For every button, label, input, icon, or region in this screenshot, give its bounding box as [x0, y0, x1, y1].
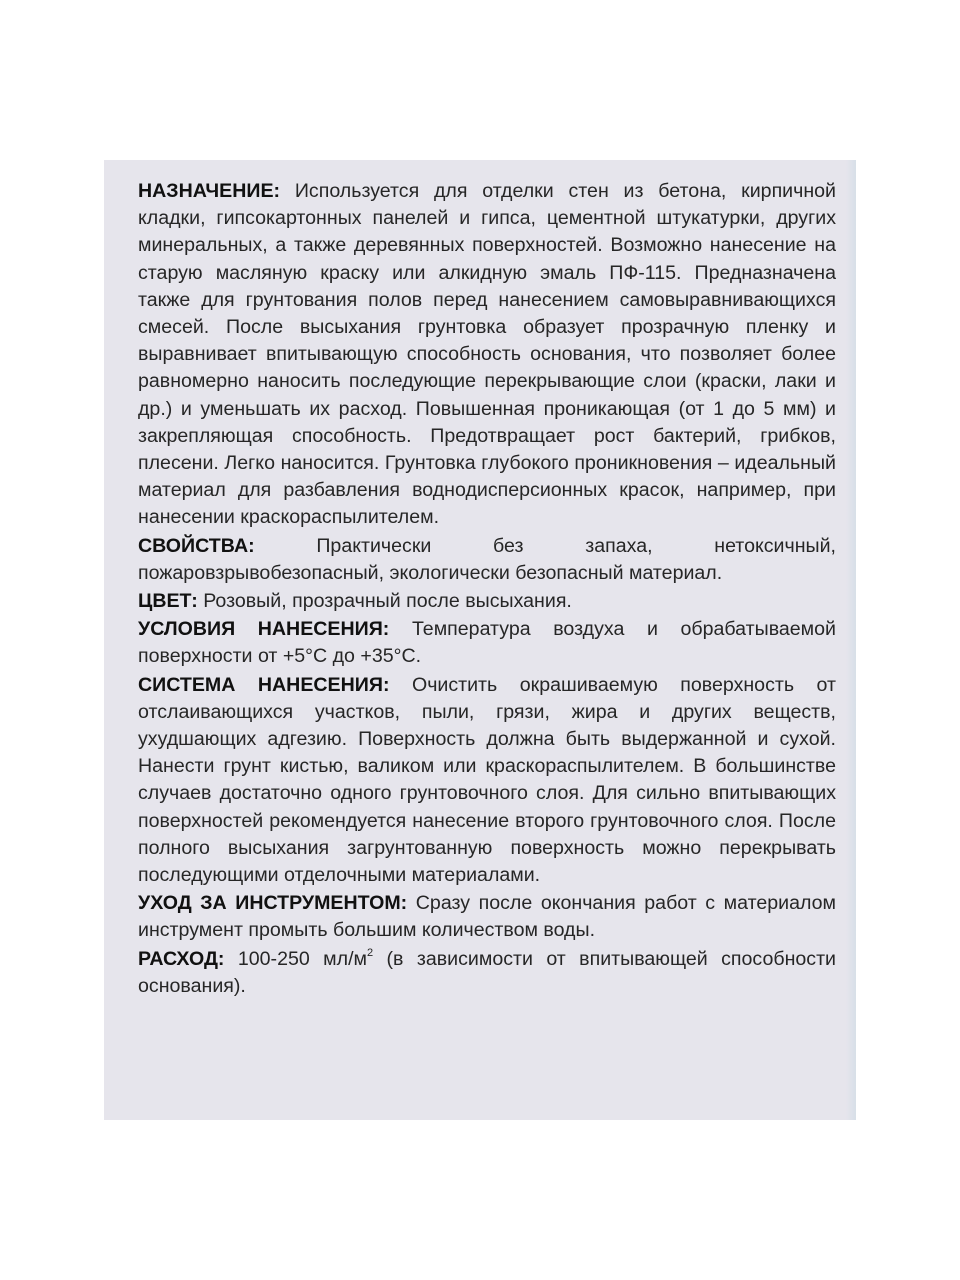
section-heading-tool-care: УХОД ЗА ИНСТРУМЕНТОМ: [138, 892, 408, 915]
section-properties [138, 533, 836, 587]
section-purpose [138, 178, 836, 532]
section-text-purpose: Используется для отделки стен из бетона, кирпичной кладки, гипсокартонных панелей и гипса, цементной штукатурки, других минеральных, а также деревянных поверхностей. Возможно нанесение на старую масляную краску или алкидную эмаль ПФ-115. Предназначена также для грунтования полов перед нанесением самовыравнивающихся смесей. После высыхания грунтовка образует прозрачную пленку и выравнивает впитывающую способность основания, что позволяет более равномерно наносить последующие перекрывающие слои (краски, лаки и др.) и уменьшать их расход. Повышенная проникающая (от 1 до 5 мм) и закрепляющая способность. Предотвращает рост бактерий, грибков, плесени. Легко наносится. Грунтовка глубокого проникновения – идеальный материал для разбавления воднодисперсионных красок, например, при нанесении краскораспылителем. [138, 180, 836, 529]
section-heading-consumption: РАСХОД: [138, 947, 225, 970]
section-text-consumption: (в зависимости от впитывающей способности основания). [138, 947, 836, 997]
section-application-conditions [138, 616, 836, 670]
section-heading-application-system: СИСТЕМА НАНЕСЕНИЯ: [138, 673, 390, 696]
section-tool-care [138, 890, 836, 944]
section-heading-application-conditions: УСЛОВИЯ НАНЕСЕНИЯ: [138, 618, 390, 641]
section-text-consumption-amount: 100-250 мл/м [224, 947, 367, 970]
section-text-application-system: Очистить окрашиваемую поверхность от отслаивающихся участков, пыли, грязи, жира и других веществ, ухудшающих адгезию. Поверхность должна быть выдержанной и сухой. Нанести грунт кистью, валиком или краскораспылителем. В большинстве случаев достаточно одного грунтовочного слоя. Для сильно впитывающих поверхностей рекомендуется нанесение второго грунтовочного слоя. После полного высыхания загрунтованную поверхность можно перекрывать последующими отделочными материалами. [138, 673, 836, 887]
section-application-system [138, 672, 836, 890]
section-heading-color: ЦВЕТ: [138, 590, 198, 613]
superscript-square: 2 [367, 947, 374, 960]
section-text-properties: Практически без запаха, нетоксичный, пожаровзрывобезопасный, экологически безопасный материал. [138, 534, 836, 584]
section-color [138, 588, 836, 615]
section-heading-properties: СВОЙСТВА: [138, 534, 255, 557]
section-text-application-conditions: Температура воздуха и обрабатываемой поверхности от +5°С до +35°С. [138, 618, 836, 668]
section-consumption [138, 946, 836, 1000]
section-heading-purpose: НАЗНАЧЕНИЕ: [138, 180, 281, 202]
section-text-color: Розовый, прозрачный после высыхания. [197, 590, 572, 613]
instructions-text [138, 178, 836, 1000]
section-text-tool-care: Сразу после окончания работ с материалом инструмент промыть большим количеством воды. [138, 892, 836, 942]
product-label-panel [104, 160, 856, 1120]
